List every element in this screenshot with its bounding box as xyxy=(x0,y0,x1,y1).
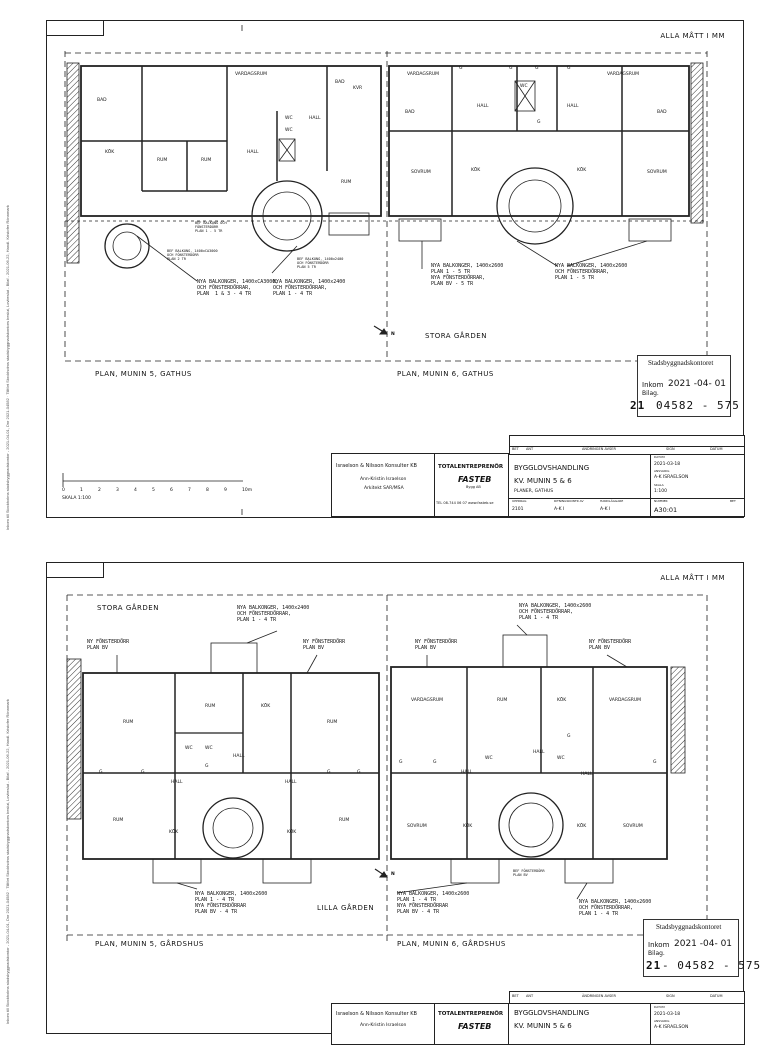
balcony-note: NYA BALKONGER, 1400x2600 PLAN 1 - 5 TR NYA FÖNSTERDÖRRAR, PLAN BV - 5 TR xyxy=(431,263,504,287)
contractor-logo: FASTEB xyxy=(458,475,492,484)
doc-type: BYGGLOVSHANDLING xyxy=(514,464,590,472)
room-label: BAD xyxy=(97,98,107,103)
room-label: HALL xyxy=(533,750,545,755)
project-name: KV. MUNIN 5 & 6 xyxy=(514,477,572,485)
room-label: VARDAGSRUM xyxy=(235,72,268,77)
company-name: Israelson & Nilsson Konsulter KB xyxy=(336,463,417,469)
handler-label: HANDLÄGGARE xyxy=(600,499,624,503)
room-label: KÖK xyxy=(169,830,179,835)
units-note: ALLA MÅTT I MM xyxy=(660,574,725,582)
doc-type: BYGGLOVSHANDLING xyxy=(514,1009,590,1017)
courtyard-label: STORA GÅRDEN xyxy=(425,332,487,340)
drawn: A-K ISRAELSON xyxy=(654,475,689,480)
room-label: HALL xyxy=(477,104,489,109)
room-label: VARDAGSRUM xyxy=(411,698,444,703)
room-label: BAD xyxy=(657,110,667,115)
room-label: RUM xyxy=(157,158,168,163)
room-label: RUM xyxy=(201,158,212,163)
balcony-note: NYA BALKONGER, 1400x2600 OCH FÖNSTERDÖRRAR, PLAN 1 - 4 TR xyxy=(519,603,592,621)
balcony-note: NYA BALKONGER, 1400x2400 OCH FÖNSTERDÖRRAR, PLAN 1 - 4 TR xyxy=(237,605,310,623)
stamp-title: Stadsbyggnadskontoret xyxy=(648,359,714,367)
proj-no: 2101 xyxy=(512,507,524,512)
room-label: KÖK xyxy=(105,150,115,155)
contractor-subtitle: Bygg AB xyxy=(466,485,481,489)
balcony-note: NYA BALKONGER, 1400x2600 PLAN 1 - 4 TR NYA FÖNSTERDÖRRAR PLAN BV - 4 TR xyxy=(195,891,268,915)
rev-header: ANT xyxy=(526,447,534,451)
room-label: G xyxy=(141,770,145,775)
room-label: WC xyxy=(285,128,293,133)
room-label: HALL xyxy=(285,780,297,785)
room-label: SOVRUM xyxy=(623,824,643,829)
room-label: HALL xyxy=(461,770,473,775)
date-label: DATUM xyxy=(654,1005,665,1009)
rev-header: ANT xyxy=(526,994,534,998)
title-block xyxy=(331,453,745,517)
room-label: RUM xyxy=(123,720,134,725)
room-label: VARDAGSRUM xyxy=(609,698,642,703)
room-label: G xyxy=(357,770,361,775)
room-label: G xyxy=(205,764,209,769)
room-label: HALL xyxy=(567,104,579,109)
room-label: VARDAGSRUM xyxy=(407,72,440,77)
units-note: ALLA MÅTT I MM xyxy=(660,32,725,40)
checked: A-K I xyxy=(554,507,565,512)
drawing-sheet-gathus: ALLA MÅTT I MM VARDAGSRUM BAD BAD KVR WC WC HALL HALL KÖK RUM RUM RUM VARDAGSRUM VARDAGSRUM BAD BAD HALL HALL WC SOVRUM SOVRUM KÖK KÖK G G G G G NYA BALKONGER, 1400xCA3000, OCH FÖNSTERDÖRRAR, PLAN 1 & 3 - 4 TR NYA BALKONGER, 1400x2400 OCH FÖNSTERDÖRRAR, PLAN 1 - 4 TR NYA BALKONGER, 1400x2600 PLAN 1 - 5 TR NYA FÖNSTERDÖRRAR, PLAN BV - 5 TR NYA BALKONGER, 1400x2600 OCH FÖNSTERDÖRRAR, PLAN 1 - 5 TR BEF BALKONG OCH FÖNSTERDÖRR PLAN 1 - 5 TR BEF BALKONG, 1400xCA3000 OCH FÖNSTERDÖRR PLAN 2 TR BEF BALKONG, 1400x2400 OCH FÖNSTERDÖRR PLAN 5 TR STORA GÅRDEN N PLAN, MUNIN 5, GATHUS PLAN, MUNIN 6, GATHUS 0 1 2 3 4 5 6 7 8 9 10m SKALA 1:100 Stadsbyggnadskontoret Inkom 2021 -04- 01 Bilag. 21 04582 - 575 Israelson & Nilsson Konsulter KB Ann-Kristin Israelson Arkitekt SAR/MSA TOTALENTREPRENÖR FASTEB Bygg AB TEL 08-744 06 07 www.fasteb.se BYGGLOVSHANDLING KV. MUNIN 5 & 6 PLANER, GATHUS UPPDRAG 2101 RITNINGSKONTR AV A-K I HANDLÄGGARE A-K I DATUM 2021-03-18 ANSVARIG A-K ISRAELSON SKALA 1:100 NUMMER A30:01 BET BET ANT ÄNDRINGEN AVSER SIGN DATUM xyxy=(46,20,744,518)
stamp-bil-label: Bilag. xyxy=(648,950,665,957)
side-registration-text-bottom: Inkom till Stockholms stadsbyggnadskontor - 2021-04-01, Dnr 2021-04582 · Tillfört Stockholms stadsbyggnadskontors beslut, Lovbeslut - Bilaf - 2021-06-22, Handl. Kristofer Rönnmark xyxy=(5,699,10,1024)
stamp-date: 2021 -04- 01 xyxy=(674,939,733,949)
rev-header: DATUM xyxy=(710,447,723,451)
room-label: RUM xyxy=(497,698,508,703)
scale-label: SKALA 1:100 xyxy=(62,496,91,501)
room-label: RUM xyxy=(339,818,350,823)
scale-value: 1:100 xyxy=(654,489,667,494)
existing-door-note: BEF FÖNSTERDÖRR PLAN BV xyxy=(513,869,545,877)
room-label: HALL xyxy=(581,772,593,777)
plan-title-right: PLAN, MUNIN 6, GATHUS xyxy=(397,370,494,378)
existing-balcony-note: BEF BALKONG, 1400xCA3000 OCH FÖNSTERDÖRR PLAN 2 TR xyxy=(167,249,218,261)
room-label: VARDAGSRUM xyxy=(607,72,640,77)
architect-name: Ann-Kristin Israelson xyxy=(360,477,407,482)
stamp-dnr-prefix: 21 xyxy=(646,959,662,972)
stamp-bil-label: Bilag. xyxy=(642,390,659,397)
revision-table xyxy=(509,435,745,455)
window-door-note: NY FÖNSTERDÖRR PLAN BV xyxy=(303,639,346,651)
room-label: G xyxy=(459,66,463,71)
room-label: RUM xyxy=(205,704,216,709)
north-label: N xyxy=(391,332,395,337)
stamp-received-label: Inkom xyxy=(642,381,664,389)
courtyard-label-bottom: LILLA GÅRDEN xyxy=(317,904,375,912)
balcony-note: NYA BALKONGER, 1400x2600 PLAN 1 - 4 TR NYA FÖNSTERDÖRRAR PLAN BV - 4 TR xyxy=(397,891,470,915)
room-label: G xyxy=(509,66,513,71)
room-label: HALL xyxy=(171,780,183,785)
scale-title-label: SKALA xyxy=(654,483,664,487)
project-name: KV. MUNIN 5 & 6 xyxy=(514,1022,572,1030)
north-label: N xyxy=(391,872,395,877)
drawing-content: PLANER, GATHUS xyxy=(514,489,554,494)
checked-label: RITNINGSKONTR AV xyxy=(554,499,584,503)
rev-header: ÄNDRINGEN AVSER xyxy=(582,447,616,451)
stamp-dnr-prefix: 21 xyxy=(630,399,646,412)
room-label: BAD xyxy=(335,80,345,85)
room-label: G xyxy=(99,770,103,775)
stamp-date: 2021 -04- 01 xyxy=(668,379,727,389)
contractor-label: TOTALENTREPRENÖR xyxy=(438,1011,504,1017)
handler: A-K I xyxy=(600,507,611,512)
rev-header: SIGN xyxy=(666,994,675,998)
room-label: HALL xyxy=(233,754,245,759)
room-label: G xyxy=(537,120,541,125)
contractor-logo: FASTEB xyxy=(458,1022,492,1031)
room-label: G xyxy=(433,760,437,765)
existing-balcony-note: BEF BALKONG OCH FÖNSTERDÖRR PLAN 1 - 5 TR xyxy=(195,221,227,233)
room-label: HALL xyxy=(247,150,259,155)
room-label: KÖK xyxy=(463,824,473,829)
balcony-note: NYA BALKONGER, 1400xCA3000, OCH FÖNSTERDÖRRAR, PLAN 1 & 3 - 4 TR xyxy=(197,279,279,297)
room-label: G xyxy=(535,66,539,71)
room-label: HALL xyxy=(309,116,321,121)
architect-title: Arkitekt SAR/MSA xyxy=(364,486,404,491)
room-label: RUM xyxy=(113,818,124,823)
date: 2021-03-18 xyxy=(654,1012,681,1017)
drawing-sheet-gardshus xyxy=(46,562,762,1034)
room-label: KÖK xyxy=(557,698,567,703)
company-name: Israelson & Nilsson Konsulter KB xyxy=(336,1011,417,1017)
date-label: DATUM xyxy=(654,455,665,459)
room-label: RUM xyxy=(341,180,352,185)
room-label: WC xyxy=(485,756,493,761)
drawn: A-K ISRAELSON xyxy=(654,1025,689,1030)
room-label: WC xyxy=(520,84,528,89)
room-label: G xyxy=(567,66,571,71)
drawn-label: ANSVARIG xyxy=(654,1019,670,1023)
window-door-note: NY FÖNSTERDÖRR PLAN BV xyxy=(87,639,130,651)
floor-plan-gardshus xyxy=(47,563,743,1033)
stamp-dnr: - 04582 - 575 xyxy=(662,959,762,972)
rev-header: BET xyxy=(512,447,519,451)
balcony-note: NYA BALKONGER, 1400x2600 OCH FÖNSTERDÖRRAR, PLAN 1 - 5 TR xyxy=(555,263,628,281)
room-label: WC xyxy=(557,756,565,761)
room-label: KÖK xyxy=(577,168,587,173)
room-label: RUM xyxy=(327,720,338,725)
room-label: SOVRUM xyxy=(407,824,427,829)
room-label: G xyxy=(327,770,331,775)
room-label: KVR xyxy=(353,86,363,91)
room-label: KÖK xyxy=(577,824,587,829)
balcony-note: NYA BALKONGER, 1400x2400 OCH FÖNSTERDÖRRAR, PLAN 1 - 4 TR xyxy=(273,279,346,297)
balcony-note: NYA BALKONGER, 1400x2600 OCH FÖNSTERDÖRRAR, PLAN 1 - 4 TR xyxy=(579,899,652,917)
architect-name: Ann-Kristin Israelson xyxy=(360,1023,407,1028)
number-label: NUMMER xyxy=(654,499,668,503)
existing-balcony-note: BEF BALKONG, 1400x2400 OCH FÖNSTERDÖRR PLAN 5 TR xyxy=(297,257,344,269)
plan-title-left: PLAN, MUNIN 5, GATHUS xyxy=(95,370,192,378)
window-door-note: NY FÖNSTERDÖRR PLAN BV xyxy=(589,639,632,651)
contractor-label: TOTALENTREPRENÖR xyxy=(438,464,504,470)
room-label: KÖK xyxy=(287,830,297,835)
room-label: KÖK xyxy=(261,704,271,709)
stamp-dnr: 04582 - 575 xyxy=(656,399,740,412)
title-block xyxy=(331,1003,745,1045)
bet-label: BET xyxy=(730,499,736,503)
room-label: KÖK xyxy=(471,168,481,173)
room-label: G xyxy=(567,734,571,739)
date: 2021-03-18 xyxy=(654,462,681,467)
side-registration-text-top: Inkom till Stockholms stadsbyggnadskontor - 2021-04-01, Dnr 2021-04582 · Tillfört Stockholms stadsbyggnadskontors beslut, Lovbeslut - Bilaf - 2021-06-22, Handl. Kristofer Rönnmark xyxy=(5,205,10,530)
room-label: WC xyxy=(205,746,213,751)
rev-header: SIGN xyxy=(666,447,675,451)
room-label: G xyxy=(399,760,403,765)
room-label: WC xyxy=(185,746,193,751)
stamp-received-label: Inkom xyxy=(648,941,670,949)
courtyard-label-top: STORA GÅRDEN xyxy=(97,604,159,612)
rev-header: DATUM xyxy=(710,994,723,998)
proj-no-label: UPPDRAG xyxy=(512,499,527,503)
room-label: BAD xyxy=(405,110,415,115)
plan-title-left: PLAN, MUNIN 5, GÅRDSHUS xyxy=(95,940,204,948)
room-label: SOVRUM xyxy=(647,170,667,175)
room-label: G xyxy=(653,760,657,765)
registration-stamp xyxy=(643,919,762,977)
rev-header: BET xyxy=(512,994,519,998)
stamp-title: Stadsbyggnadskontoret xyxy=(656,923,722,931)
window-door-note: NY FÖNSTERDÖRR PLAN BV xyxy=(415,639,458,651)
contractor-contact: TEL 08-744 06 07 www.fasteb.se xyxy=(436,501,494,505)
plan-title-right: PLAN, MUNIN 6, GÅRDSHUS xyxy=(397,940,506,948)
room-label: WC xyxy=(285,116,293,121)
room-label: SOVRUM xyxy=(411,170,431,175)
rev-header: ÄNDRINGEN AVSER xyxy=(582,994,616,998)
drawn-label: ANSVARIG xyxy=(654,469,670,473)
registration-stamp xyxy=(630,355,740,417)
drawing-number: A30:01 xyxy=(654,506,678,514)
